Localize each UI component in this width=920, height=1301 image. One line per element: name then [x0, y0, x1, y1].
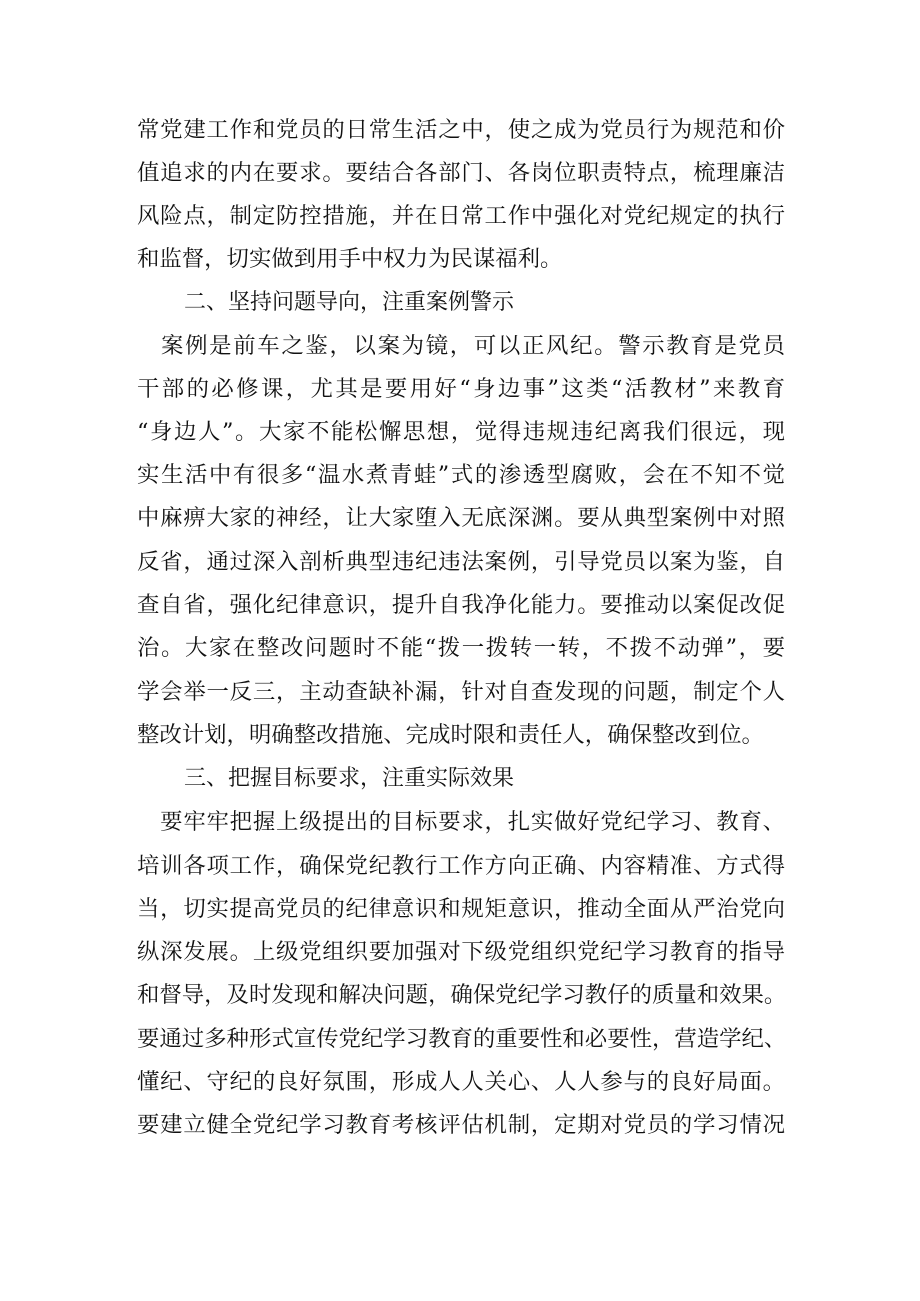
body-text-line: 和督导，及时发现和解决问题，确保党纪学习教仔的质量和效果。	[137, 982, 787, 1008]
body-text-line: 当，切实提高党员的纪律意识和规矩意识，推动全面从严治党向	[137, 896, 785, 922]
body-text-line: 和监督，切实做到用手中权力为民谋福利。	[137, 246, 563, 272]
body-text-line: 实生活中有很多“温水煮青蛙”式的渗透型腐败，会在不知不觉	[137, 462, 785, 488]
section-heading: 三、把握目标要求，注重实际效果	[184, 766, 515, 791]
body-text-line: 常党建工作和党员的日常生活之中，使之成为党员行为规范和价	[137, 117, 785, 143]
body-text-line: 学会举一反三，主动查缺补漏，针对自查发现的问题，制定个人	[137, 679, 785, 705]
body-text-line: 懂纪、守纪的良好氛围，形成人人关心、人人参与的良好局面。	[137, 1069, 785, 1095]
body-text-line: “身边人”。大家不能松懈思想，觉得违规违纪离我们很远，现	[137, 419, 785, 445]
body-text-line: 要建立健全党纪学习教育考核评估机制，定期对党员的学习情况	[137, 1112, 785, 1138]
body-text-line: 风险点，制定防控措施，并在日常工作中强化对党纪规定的执行	[137, 203, 785, 229]
section-heading: 二、坚持问题导向，注重案例警示	[184, 290, 515, 315]
body-text-line: 中麻痹大家的神经，让大家堕入无底深渊。要从典型案例中对照	[137, 505, 785, 531]
body-text-line: 要牢牢把握上级提出的目标要求，扎实做好党纪学习、教育、	[137, 809, 785, 835]
body-text-line: 培训各项工作，确保党纪教行工作方向正确、内容精准、方式得	[137, 853, 785, 879]
body-text-line: 纵深发展。上级党组织要加强对下级党组织党纪学习教育的指导	[137, 939, 785, 965]
body-text-line: 反省，通过深入剖析典型违纪违法案例，引导党员以案为鉴，自	[137, 549, 785, 575]
body-text-line: 值追求的内在要求。要结合各部门、各岗位职责特点，梳理廉洁	[137, 160, 785, 186]
body-text-line: 整改计划，明确整改措施、完成时限和责任人，确保整改到位。	[137, 722, 764, 748]
body-text-line: 案例是前车之鉴，以案为镜，可以正风纪。警示教育是党员	[137, 333, 785, 359]
body-text-line: 治。大家在整改问题时不能“拨一拨转一转，不拨不动弹”，要	[137, 635, 785, 661]
body-text-line: 查自省，强化纪律意识，提升自我净化能力。要推动以案促改促	[137, 592, 785, 618]
body-text-line: 干部的必修课，尤其是要用好“身边事”这类“活教材”来教育	[137, 376, 785, 402]
body-text-line: 要通过多种形式宣传党纪学习教育的重要性和必要性，营造学纪、	[137, 1026, 787, 1052]
